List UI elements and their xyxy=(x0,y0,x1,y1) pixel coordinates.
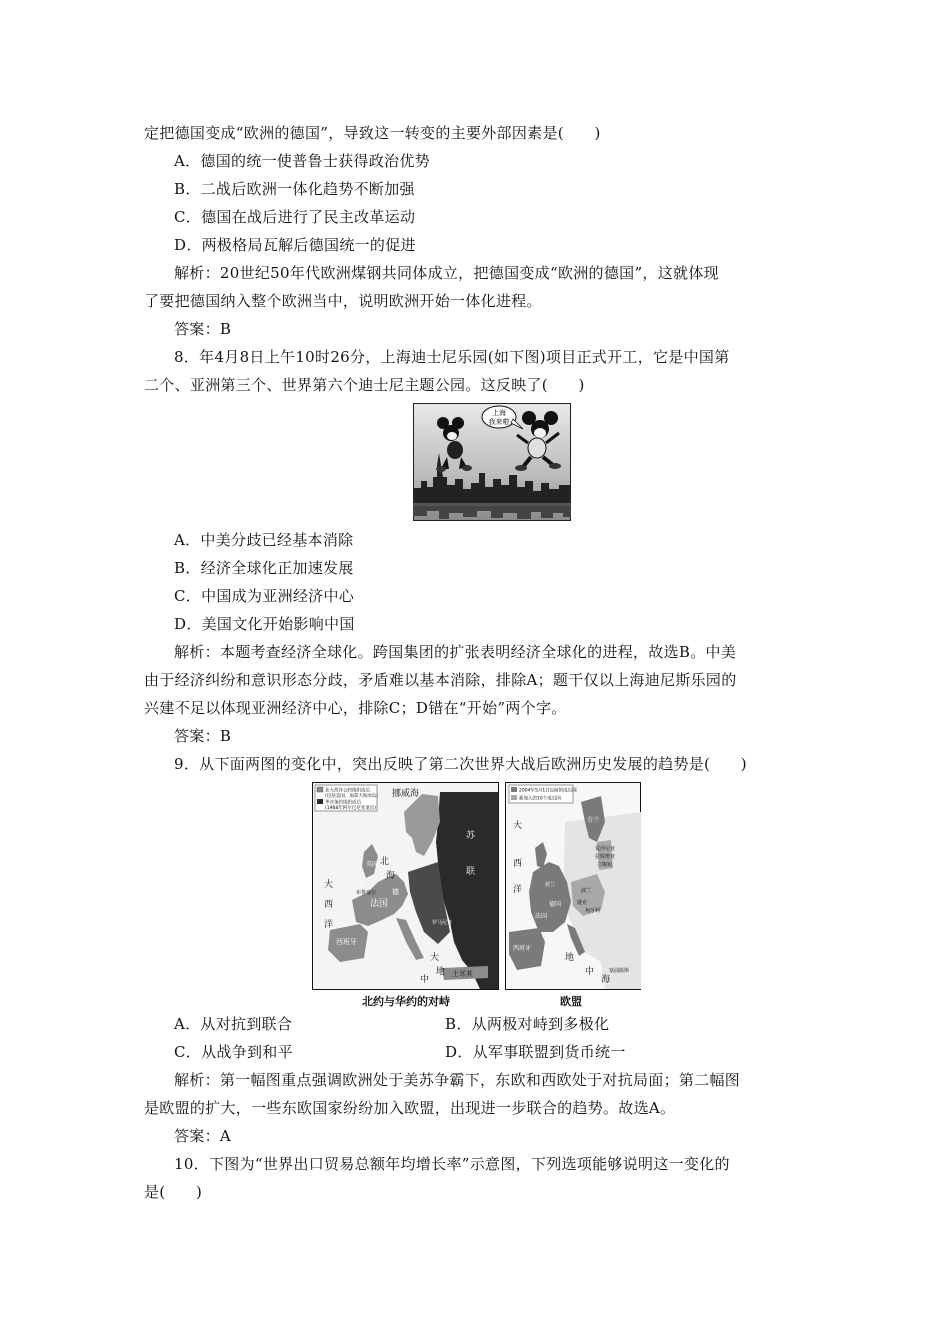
q9-analysis-line1: 解析：第一幅图重点强调欧洲处于美苏争霸下，东欧和西欧处于对抗局面；第二幅图 xyxy=(174,1071,741,1089)
map2-label: 捷克 xyxy=(577,900,588,906)
map1-label: 大 xyxy=(430,953,440,963)
map2-label: 洋 xyxy=(513,885,523,895)
q8-stem-line1: 8．年4月8日上午10时26分，上海迪士尼乐园(如下图)项目正式开工，它是中国第 xyxy=(174,348,730,366)
map1-label: 法国 xyxy=(370,899,389,909)
map2-legend-1: 2004年5月1日以前的成员国 xyxy=(519,788,577,794)
q9-option-d: D．从军事联盟到货币统一 xyxy=(445,1043,626,1061)
map2-label: 地 xyxy=(565,953,575,963)
map2-label: 海 xyxy=(601,975,611,985)
map1-legend-2b: (1968年阿尔巴尼亚退出) xyxy=(325,806,376,811)
map2-label: 匈牙利 xyxy=(585,908,601,914)
map1-label: 西 xyxy=(324,900,334,910)
map2-label: 西班牙 xyxy=(513,945,532,952)
map2-caption: 欧盟 xyxy=(560,995,582,1008)
map2-label: 大 xyxy=(513,821,523,831)
q9-option-b: B．从两极对峙到多极化 xyxy=(445,1015,610,1033)
q8-analysis-line1: 解析：本题考查经济全球化。跨国集团的扩张表明经济全球化的进程，故选B。中美 xyxy=(174,643,737,661)
map1-label: 大 xyxy=(324,880,334,890)
map2-label: 德国 xyxy=(549,901,562,908)
q8-option-d: D．美国文化开始影响中国 xyxy=(174,615,355,633)
map1-label: 土耳其 xyxy=(452,970,473,978)
bubble-text-2: 我来啦 xyxy=(488,418,510,426)
map1-label: 联 xyxy=(466,867,476,877)
q7-option-c: C．德国在战后进行了民主改革运动 xyxy=(174,208,416,226)
map1-legend-1: 北大西洋公约组织成员 xyxy=(325,788,370,794)
map1-legend-1b: (包括美国、加拿大和冰岛) xyxy=(325,794,379,799)
map2-legend-2: 新加入的10个成员国 xyxy=(519,796,561,802)
map1-label: 海 xyxy=(386,871,396,881)
q9-answer: 答案：A xyxy=(174,1127,232,1145)
q9-stem: 9．从下面两图的变化中，突出反映了第二次世界大战后欧洲历史发展的趋势是( ) xyxy=(174,755,747,773)
q8-option-c: C．中国成为亚洲经济中心 xyxy=(174,587,355,605)
q8-analysis-line2: 由于经济纠纷和意识形态分歧，矛盾难以基本消除，排除A；题干仅以上海迪尼斯乐园的 xyxy=(144,671,737,689)
map1-label: 西班牙 xyxy=(336,938,357,946)
map1-label: 德 xyxy=(392,888,399,896)
map1-label: 英国 xyxy=(366,861,379,868)
map1-label: 苏 xyxy=(466,831,476,841)
map1-label: 布鲁塞尔 xyxy=(356,890,377,896)
q7-analysis-line2: 了要把德国纳入整个欧洲当中，说明欧洲开始一体化进程。 xyxy=(144,292,542,310)
map2-label: 中 xyxy=(585,967,595,977)
q7-analysis-line1: 解析：20世纪50年代欧洲煤钢共同体成立，把德国变成“欧洲的德国”，这就体现 xyxy=(174,264,719,282)
q8-option-b: B．经济全球化正加速发展 xyxy=(174,559,354,577)
map2-label: 荷兰 xyxy=(545,882,556,888)
disney-shanghai-image xyxy=(413,403,571,521)
q9-analysis-line2: 是欧盟的扩大，一些东欧国家纷纷加入欧盟，出现进一步联合的趋势。故选A。 xyxy=(144,1099,676,1117)
map2-label: 塞浦路斯 xyxy=(609,968,630,974)
q9-option-a: A．从对抗到联合 xyxy=(174,1015,293,1033)
map1-label: 地 xyxy=(436,967,446,977)
q7-option-d: D．两极格局瓦解后德国统一的促进 xyxy=(174,236,416,254)
q10-stem-line2: 是( ) xyxy=(144,1183,203,1201)
map2-label: 立陶宛 xyxy=(597,862,613,868)
map1-caption: 北约与华约的对峙 xyxy=(362,995,450,1008)
map2-label: 法国 xyxy=(535,913,548,920)
map1-label: 罗马尼亚 xyxy=(432,920,453,926)
q10-stem-line1: 10．下图为“世界出口贸易总额年均增长率”示意图，下列选项能够说明这一变化的 xyxy=(174,1155,730,1173)
map2-label: 芬兰 xyxy=(587,817,600,824)
nato-warsaw-map xyxy=(312,782,499,990)
map1-label: 洋 xyxy=(324,920,334,930)
eu-map xyxy=(505,782,641,990)
map2-label: 拉脱维亚 xyxy=(595,854,616,860)
map2-label: 波兰 xyxy=(581,888,592,894)
map1-label: 北 xyxy=(380,857,390,867)
q8-answer: 答案：B xyxy=(174,727,232,745)
map1-label: 中 xyxy=(420,975,430,985)
map2-label: 西 xyxy=(513,859,523,869)
map1-label: 挪威海 xyxy=(392,789,420,799)
map1-label: 美 xyxy=(358,881,365,888)
q9-option-c: C．从战争到和平 xyxy=(174,1043,293,1061)
q7-stem: 定把德国变成“欧洲的德国”，导致这一转变的主要外部因素是( ) xyxy=(144,124,601,142)
q8-stem-line2: 二个、亚洲第三个、世界第六个迪士尼主题公园。这反映了( ) xyxy=(144,376,585,394)
q7-option-a: A．德国的统一使普鲁士获得政治优势 xyxy=(174,152,430,170)
q8-option-a: A．中美分歧已经基本消除 xyxy=(174,531,354,549)
map1-legend-2: 华沙条约组织成员 xyxy=(325,800,361,806)
q8-analysis-line3: 兴建不足以体现亚洲经济中心，排除C；D错在“开始”两个字。 xyxy=(144,699,567,717)
bubble-text-1: 上海 xyxy=(492,409,506,417)
q7-option-b: B．二战后欧洲一体化趋势不断加强 xyxy=(174,180,415,198)
map2-label: 爱沙尼亚 xyxy=(595,846,616,852)
q7-answer: 答案：B xyxy=(174,320,232,338)
